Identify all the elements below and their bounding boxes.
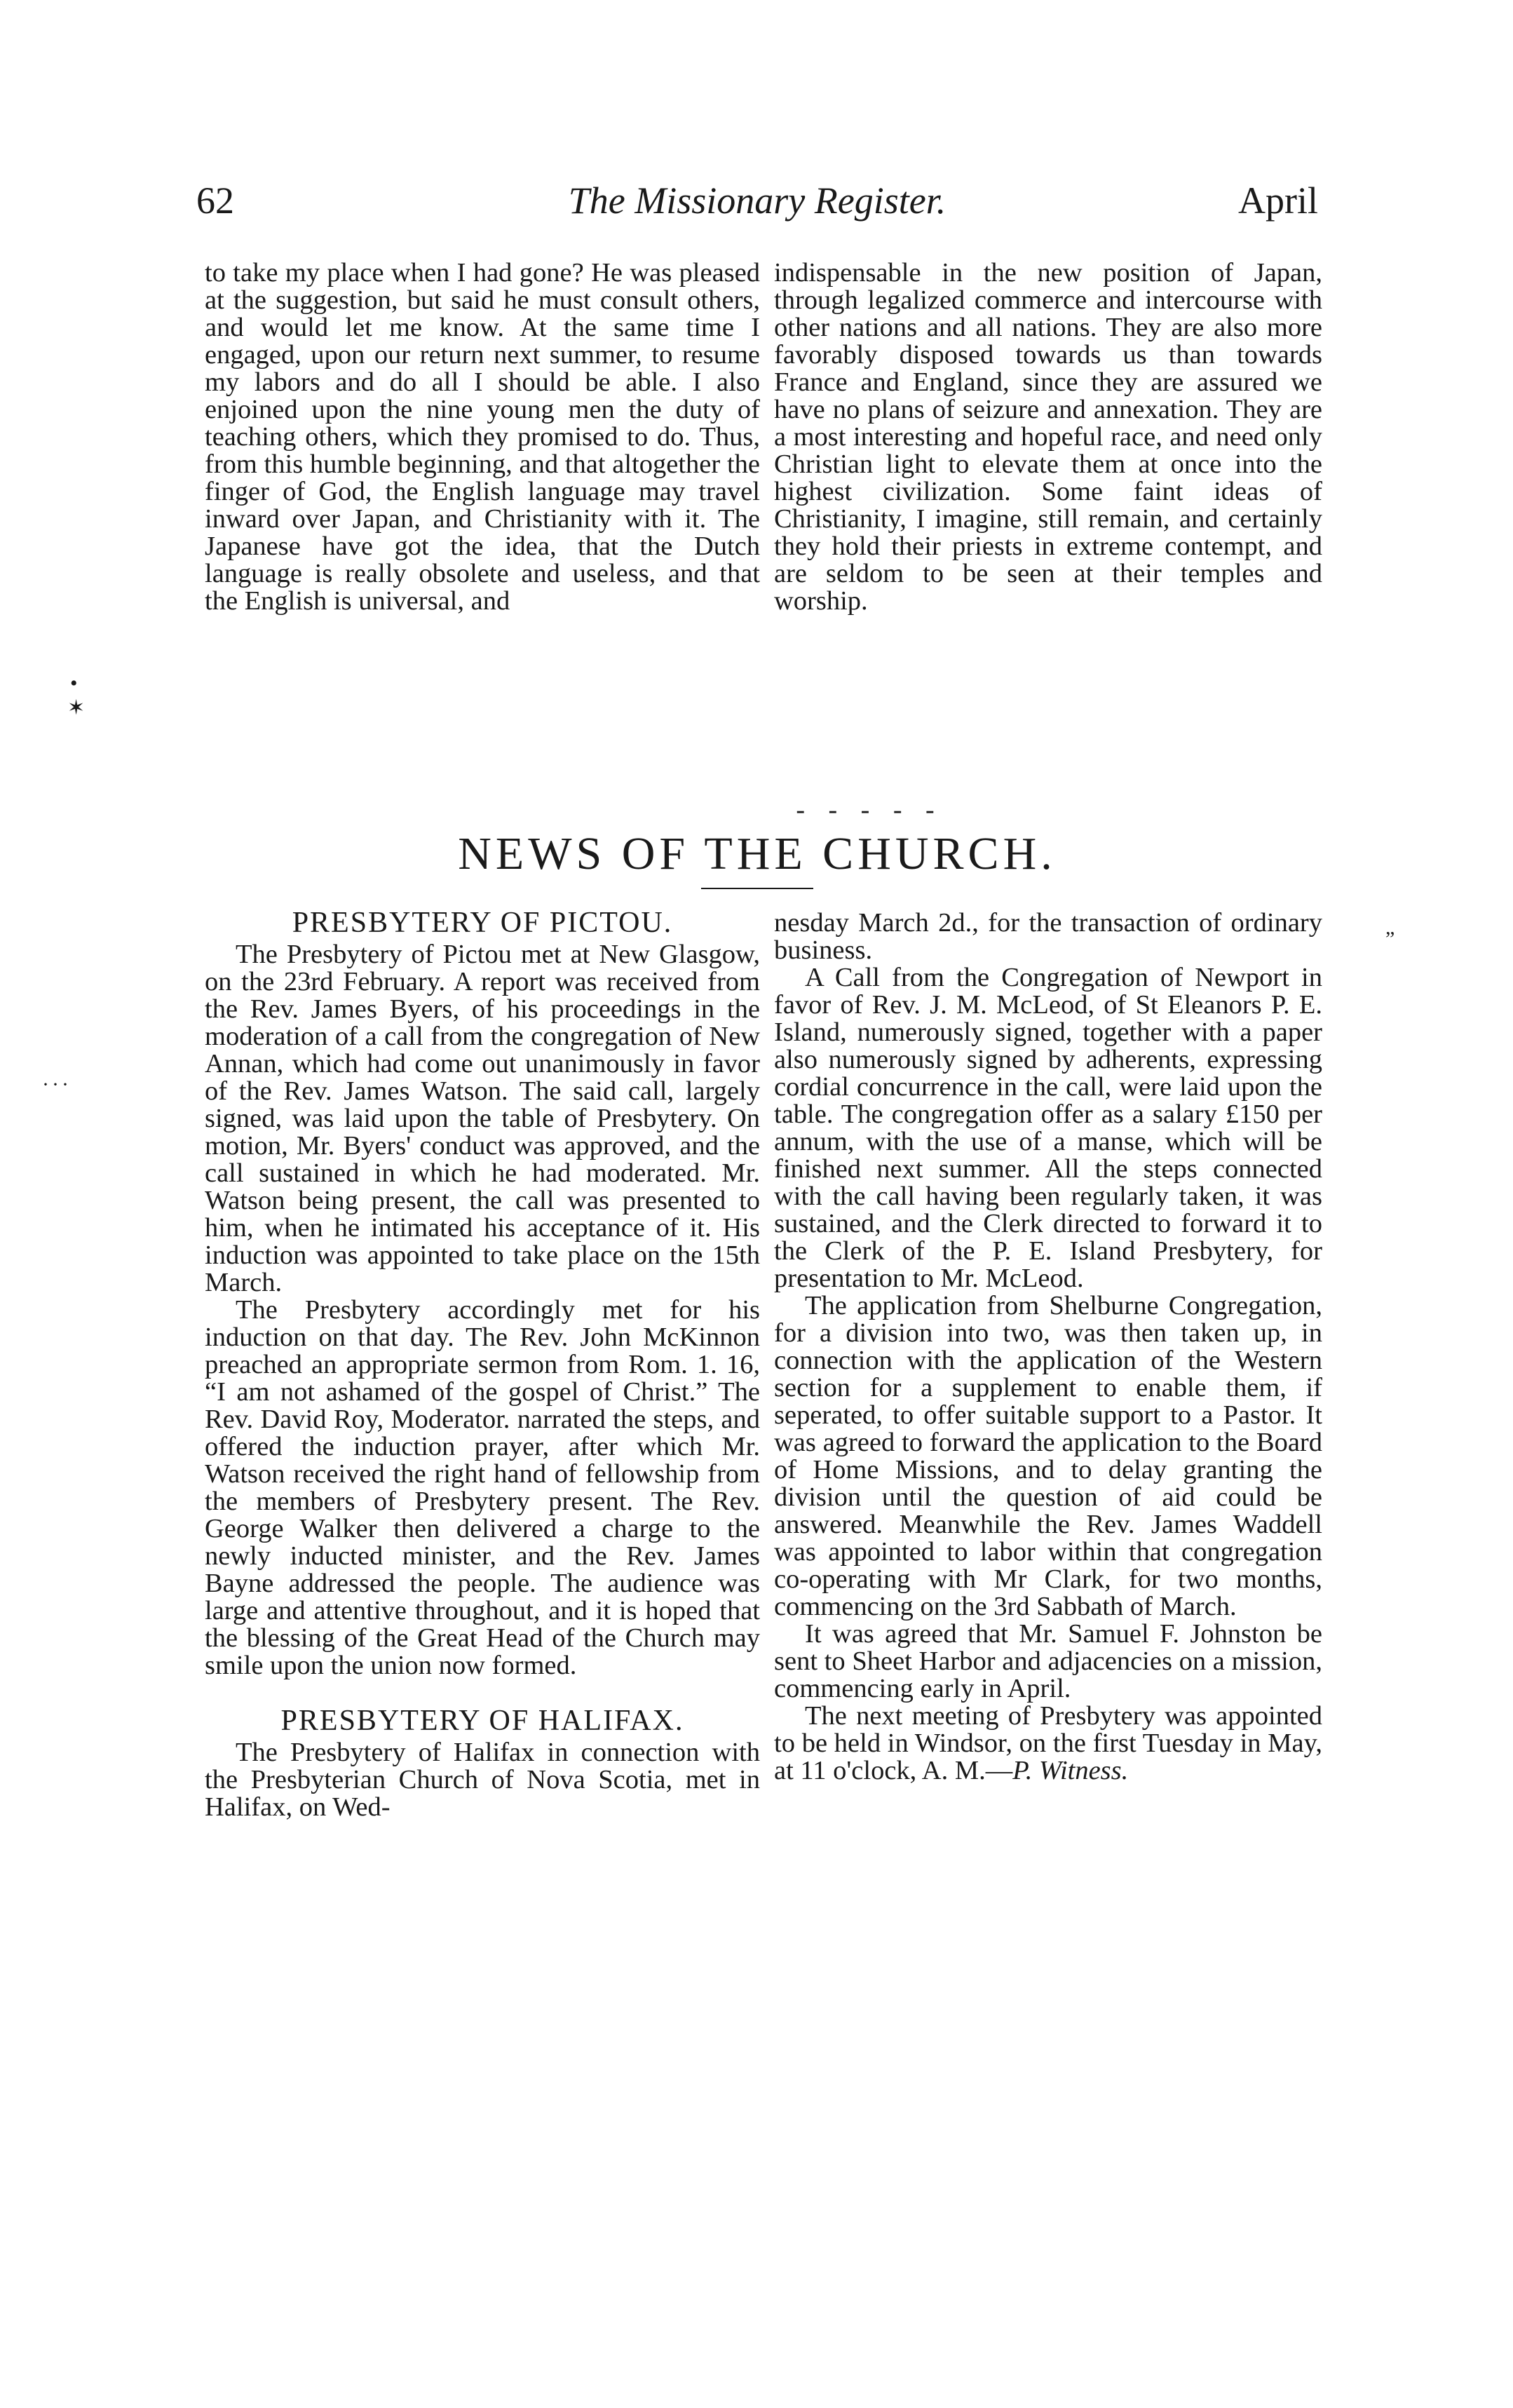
- pictou-paragraph-2: The Presbytery accordingly met for his induction on that day. The Rev. John McKinnon preached an appropriate sermon from Rom. 1. 16, “I am not ashamed of the gospel of Christ.” The Rev. David Roy, Moderator. narrated the steps, and offered the induction prayer, after which Mr. Watson received the right hand of fellowship from the members of Presbytery present. The Rev. George Walker then delivered a charge to the newly inducted minister, and the Rev. James Bayne addressed the people. The audience was large and attentive throughout, and it is hoped that the blessing of the Great Head of the Church may smile upon the union now formed.: [205, 1295, 760, 1680]
- news-right-column: [774, 909, 1322, 1785]
- margin-mark: •: [70, 672, 78, 695]
- journal-title: The Missionary Register.: [568, 180, 947, 222]
- halifax-continued-paragraph: nesday March 2d., for the transaction of ordinary business.: [774, 908, 1322, 965]
- top-left-column: [205, 259, 760, 615]
- title-rule: [701, 888, 813, 889]
- page-number: 62: [196, 180, 234, 222]
- section-title: NEWS OF THE CHURCH.: [458, 828, 1057, 879]
- issue-month: April: [1238, 180, 1318, 222]
- running-head: [196, 179, 1318, 235]
- paragraph: to take my place when I had gone? He was pleased at the suggestion, but said he must consult others, and would let me know. At the same time I engaged, upon our return next summer, to resume my labors and do all I should be able. I also enjoined upon the nine young men the duty of teaching others, which they promised to do. Thus, from this humble beginning, and that altogether the finger of God, the English language may travel inward over Japan, and Christianity with it. The Japanese have got the idea, that the Dutch language is really obsolete and useless, and that the English is universal, and: [205, 258, 760, 616]
- margin-mark: ···: [42, 1073, 72, 1096]
- margin-mark: ✶: [67, 696, 86, 719]
- pictou-paragraph-1: The Presbytery of Pictou met at New Glasgow, on the 23rd February. A report was received from the Rev. James Byers, of his proceedings in the moderation of a call from the congregation of New Annan, which had come out unanimously in favor of the Rev. James Watson. The said call, largely signed, was laid upon the table of Presbytery. On motion, Mr. Byers' conduct was approved, and the call sustained in which he had moderated. Mr. Watson being present, the call was presented to him, when he intimated his acceptance of it. His induction was appointed to take place on the 15th March.: [205, 940, 760, 1297]
- next-meeting-text: The next meeting of Presbytery was appointed to be held in Windsor, on the first Tuesday in May, at 11 o'clock, A. M.—: [774, 1701, 1322, 1785]
- margin-mark: „: [1385, 916, 1395, 939]
- johnston-paragraph: It was agreed that Mr. Samuel F. Johnston be sent to Sheet Harbor and adjacencies on a mission, commencing early in April.: [774, 1619, 1322, 1703]
- newport-call-paragraph: A Call from the Congregation of Newport in favor of Rev. J. M. McLeod, of St Eleanors P. E. Island, numerously signed, together with a paper also numerously signed by adherents, expressing cordial concurrence in the call, were laid upon the table. The congregation offer as a salary £150 per annum, with the use of a manse, which will be finished next summer. All the steps connected with the call having been regularly taken, it was sustained, and the Clerk directed to forward it to the Clerk of the P. E. Island Presbytery, for presentation to Mr. McLeod.: [774, 963, 1322, 1293]
- halifax-heading: PRESBYTERY OF HALIFAX.: [280, 1705, 684, 1737]
- next-meeting-paragraph: [774, 1703, 1322, 1785]
- pictou-heading: PRESBYTERY OF PICTOU.: [292, 907, 673, 939]
- top-right-column: [774, 259, 1322, 615]
- news-left-column: [205, 909, 760, 1821]
- shelburne-paragraph: The application from Shelburne Congregation, for a division into two, was then taken up, in connection with the application of the Western section for a supplement to enable them, if seperated, to offer suitable support to a Pastor. It was agreed to forward the application to the Board of Home Missions, and to delay granting the division until the question of aid could be answered. Meanwhile the Rev. James Waddell was appointed to labor within that congregation co-operating with Mr Clark, for two months, commencing on the 3rd Sabbath of March.: [774, 1291, 1322, 1621]
- signature: P. Witness.: [1012, 1756, 1129, 1785]
- section-divider: - - - - -: [796, 795, 943, 825]
- halifax-paragraph: The Presbytery of Halifax in connection with the Presbyterian Church of Nova Scotia, met in Halifax, on Wed-: [205, 1738, 760, 1822]
- paragraph: indispensable in the new position of Japan, through legalized commerce and intercourse with other nations and all nations. They are also more favorably disposed towards us than towards France and England, since they are assured we have no plans of seizure and annexation. They are a most interesting and hopeful race, and need only Christian light to elevate them at once into the highest civilization. Some faint ideas of Christianity, I imagine, still remain, and certainly they hold their priests in extreme contempt, and are seldom to be seen at their temples and worship.: [774, 258, 1322, 616]
